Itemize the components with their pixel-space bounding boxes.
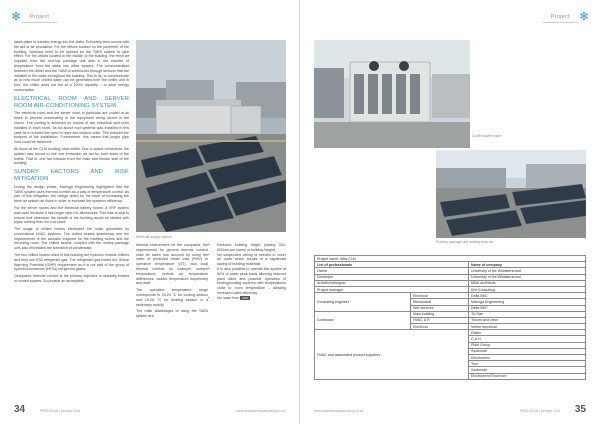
list-item: • Reduced building height (saving 300-600mm per storey of building height) [217,243,286,253]
heading-sundry-factors: SUNDRY FACTORS AND RISK MITIGATION [14,169,129,182]
heading-electrical-room: ELECTRICAL ROOM AND SERVER ROOM AIR-CONDITIONING SYSTEM [14,95,129,109]
table-cell: Architect/designer [315,280,469,286]
table-cell: Consulting engineer [315,293,411,312]
paragraph: thermal environment for the occupants, the requirements for general thermal comfort shall be taken into account by using the index of predicted mean vote (PMV) or operative temperature (OT), and local thermal comfort, for example, surface temperature, vertical air temperature differences, radiant temperature asymmetry and draft. [136,243,208,286]
page-number: 35 [574,404,586,415]
table-cell: Maringa Engineering [469,299,586,305]
table-cell: Owner [315,268,469,274]
table-cell: Tri-Star [469,311,586,317]
table-cell: Tricorn and crew [469,317,586,323]
table-cell: Delta BEC [469,305,586,311]
list-item [217,296,286,301]
table-cell: Electrowerx [469,355,586,361]
paragraph: For the server rooms and the electrical battery rooms, a VRF system was used because it has longer pipe run allowances. This was crucial to ensure that otherwise the facade of the building would be tainted with pipes coming from the roof plant. [14,205,129,225]
list-item: • No suspended ceiling is needed to cover air ducts which results in a significant saving of building materials [217,253,286,267]
snowflake-icon: ✻ [11,11,21,23]
table-cell: Electrowerx/Tecomore [469,373,586,379]
table-header: Project name: Wits CLM [315,256,586,262]
list-item: • It is also possible to operate the system at 50% of lower peak loads allowing reduced plant sizes and possible operation of heating/cooling systems with temperatures close to room temperature – allowing increased plant efficiency [217,267,286,296]
footer-url: www.proacademiaconsulting.co.za [314,409,363,413]
right-page-header [543,10,590,24]
intro-paragraph: takes place to transfer energy into the slabs. Emissivity then occurs with the aid of air circulation. For the offices located on the perimeter of the building, windows need to be opened for the TABS system to take effect. For the offices located in the middle of the building, the fresh air supplied from the roof-top package unit aids in the transfer of temperature from the slabs into office spaces. The communication between the chiller and the TABS is continuous through sensors that are installed in the slabs throughout the building. This in its, to communicate as to how much chilled water can be generated from the chiller and in turn, the chiller does not run at a 100% capacity – to save energy consumption. [14,40,129,92]
table-cell: Systemair [469,348,586,354]
table-cell: University of the Witwatersrand [469,274,586,280]
table-cell: Wet services [411,305,469,311]
right-page [300,0,600,424]
project-table [314,255,586,380]
footer-url: www.proacademiaconsulting.co.za [236,409,285,413]
table-cell: HVAC & R [411,317,469,323]
solar-photo-caption: Rooftop package unit hosting fresh air [436,240,494,244]
solar-illustration [436,150,586,238]
table-cell: University of the Witwatersrand [469,268,586,274]
end-badge: END [242,295,249,300]
table-cell: HVAC and associated product suppliers [315,330,469,380]
table-cell: Daikin [469,330,586,336]
table-cell: Electrical [411,293,469,299]
paragraph: The usage of chilled beams eliminated the noise generated by conventional HVAC systems. The chilled beams seamlessly met the requirements of the acoustic engineer for the meeting rooms and the recording room. The chilled beams, coupled with the rooftop package unit, also eliminated the formation of condensate. [14,227,129,251]
left-column-2 [136,243,208,321]
paragraph: The main advantages of using the TABS system are: [136,309,208,319]
list-item-text: No noise from [217,295,240,300]
table-cell: Contractor [315,311,411,330]
paragraph: All floors at the CLM building have toilets. Due to space constraints, the system was forced to use one extraction air fan for both sides of the toilets. That is, one fan extracts from the male and female side of the building. [14,146,129,166]
table-cell: Delta BEC [469,293,586,299]
table-cell: Main building [411,311,469,317]
table-cell: C.A.H. [469,336,586,342]
table-col-header: List of professionals [315,262,469,268]
chiller-illustration [314,40,470,148]
advantages-list [212,243,286,301]
paragraph: During the design phase, Maringa Engineering highlighted that the TABS system uses thermal comfort as a way of temperature control. As part of risk mitigation, the design opted for the route of increasing the fresh air system air flows in order to increase the system's efficiency. [14,184,129,204]
left-column-1 [14,40,129,286]
table-cell: Plakt Group [469,342,586,348]
rooftop-photo-caption: Fresh air supply system [136,235,172,239]
left-column-3 [212,243,286,301]
rooftop-illustration [136,40,286,232]
table-cell: Venter electrical [469,324,586,330]
paragraph: The operative temperature range corresponds to 20-24 °C for cooling season and 19-26 °C for heating season in a sedentary activity. [136,288,208,307]
left-page-header [10,10,57,24]
table-cell: MMA architects [469,280,586,286]
paragraph: Occupants' thermal comfort is the primary objective in radiantly heated or cooled spaces. So provide an acceptable [14,274,129,284]
table-cell: KHI Consulting [469,286,586,292]
table-cell: Trox [469,361,586,367]
snowflake-icon: ✻ [579,11,589,23]
paragraph: The two chilled beams used in this building are hydronic module chillers and they use R32 refrigerant gas. The refrigerant gas meets the Global Warming Potential (GWP) requirement as it is not part of the group of hydrofluorocarbons (HFCs) refrigerant gases. [14,253,129,272]
chiller-photo-caption: Cooled water chiller [472,134,502,138]
footer-issue: PROLOGUE | January 2014 [520,409,560,413]
table-cell: Mechanical [411,299,469,305]
rooftop-photo [136,40,286,232]
chiller-photo [314,40,470,148]
table-cell: Electrical [411,324,469,330]
section-tab: Project [543,12,578,23]
section-tab: Project [22,12,57,23]
paragraph: The electrical room and the server room in particular are cooled at all times to prevent overheating of the equipment being stored in the rooms. The cooling is achieved by means of two individual split units installed in each room. As no above roof systems was installed in this case as it reduced the need to have two outdoor units. This reduced the footprint of the installation. Furthermore, this meant that longer pipe runs could be achieved. [14,111,129,145]
page-number: 34 [14,404,26,415]
table-cell: Developer [315,274,469,280]
table-col-header: Name of company [469,262,586,268]
table-cell: Project manager [315,286,469,292]
table-cell: Systemair [469,367,586,373]
footer-issue: PROLOGUE | January 2014 [40,409,80,413]
solar-photo [436,150,586,238]
